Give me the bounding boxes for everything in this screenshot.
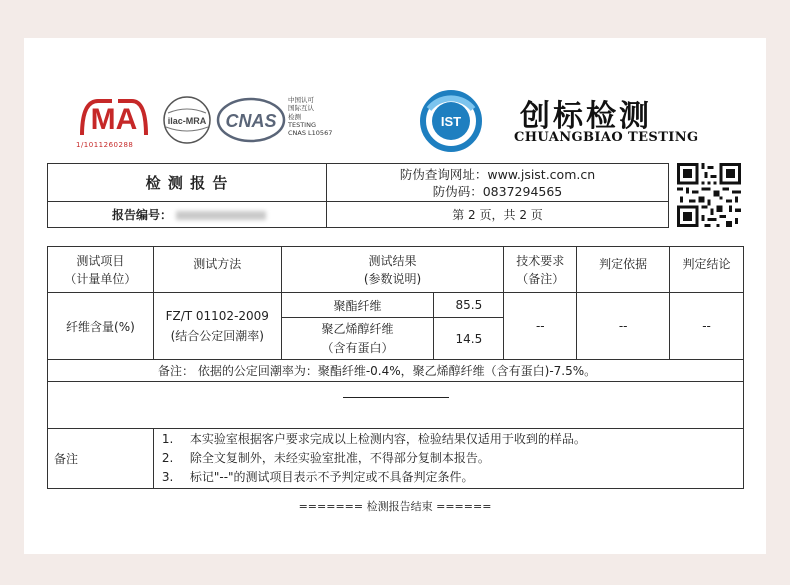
- blank-cell: [48, 382, 744, 429]
- brand-name-cn: 创标检测: [520, 99, 652, 134]
- note-row: [48, 360, 744, 382]
- row-basis: --: [577, 293, 670, 360]
- report-header-table: [47, 163, 669, 228]
- svg-text:CNAS: CNAS: [225, 111, 277, 131]
- col-result: 测试结果 (参数说明): [281, 247, 504, 293]
- row-fiber-2: 聚乙烯醇纤维 （含有蛋白）: [281, 318, 434, 360]
- col-item: 测试项目 （计量单位）: [48, 247, 154, 293]
- remarks-list: [153, 429, 743, 489]
- table-row: [48, 293, 744, 318]
- cnas-logo: [216, 97, 286, 143]
- remarks-label: 备注: [48, 429, 154, 489]
- row-item: 纤维含量(%): [48, 293, 154, 360]
- table-header-row: [48, 247, 744, 293]
- list-item: 1. 本实验室根据客户要求完成以上检测内容，检验结果仅适用于收到的样品。: [161, 432, 586, 446]
- note-text: 备注： 依据的公定回潮率为：聚酯纤维-0.4%，聚乙烯醇纤维（含有蛋白)-7.5%。: [48, 360, 744, 382]
- brand-name-en: CHUANGBIAO TESTING: [514, 130, 699, 145]
- verify-url[interactable]: 防伪查询网址：www.jsist.com.cn: [399, 166, 596, 182]
- ilac-mra-logo: [162, 95, 212, 145]
- remarks-row: [48, 429, 744, 489]
- row-requirement: --: [504, 293, 577, 360]
- cma-logo: [78, 95, 150, 141]
- verification-cell: [327, 164, 669, 202]
- results-table: [47, 246, 744, 489]
- ist-logo: [419, 89, 483, 153]
- blank-row: [48, 382, 744, 429]
- report-number-label: 报告编号：: [112, 208, 173, 222]
- svg-text:IST: IST: [440, 114, 462, 129]
- list-item: 2. 除全文复制外，未经实验室批准，不得部分复制本报告。: [161, 451, 490, 465]
- report-number-cell: [48, 202, 327, 228]
- page-info: 第 2 页，共 2 页: [327, 202, 669, 228]
- row-conclusion: --: [670, 293, 744, 360]
- col-method: 测试方法: [153, 247, 281, 293]
- row-value-2: 14.5: [434, 318, 504, 360]
- report-title: 检 测 报 告: [48, 164, 327, 202]
- row-fiber-1: 聚酯纤维: [281, 293, 434, 318]
- report-end-marker: ======= 检测报告结束 ======: [298, 500, 492, 513]
- col-conclusion: 判定结论: [670, 247, 744, 293]
- svg-text:ilac-MRA: ilac-MRA: [167, 116, 207, 126]
- verify-code: 防伪码：0837294565: [432, 183, 563, 199]
- svg-text:MA: MA: [90, 103, 138, 136]
- qr-code[interactable]: [677, 163, 741, 227]
- col-basis: 判定依据: [577, 247, 670, 293]
- row-value-1: 85.5: [434, 293, 504, 318]
- list-item: 3. 标记"--"的测试项目表示不予判定或不具备判定条件。: [161, 470, 474, 484]
- divider-line: [343, 397, 449, 398]
- cma-number: 1/1011260288: [76, 141, 134, 149]
- report-number-redacted: [176, 211, 266, 220]
- row-method: FZ/T 01102-2009 (结合公定回潮率): [153, 293, 281, 360]
- col-requirement: 技术要求 （备注）: [504, 247, 577, 293]
- cnas-accreditation-text: 中国认可 国际互认 检测 TESTING CNAS L10567: [288, 96, 333, 138]
